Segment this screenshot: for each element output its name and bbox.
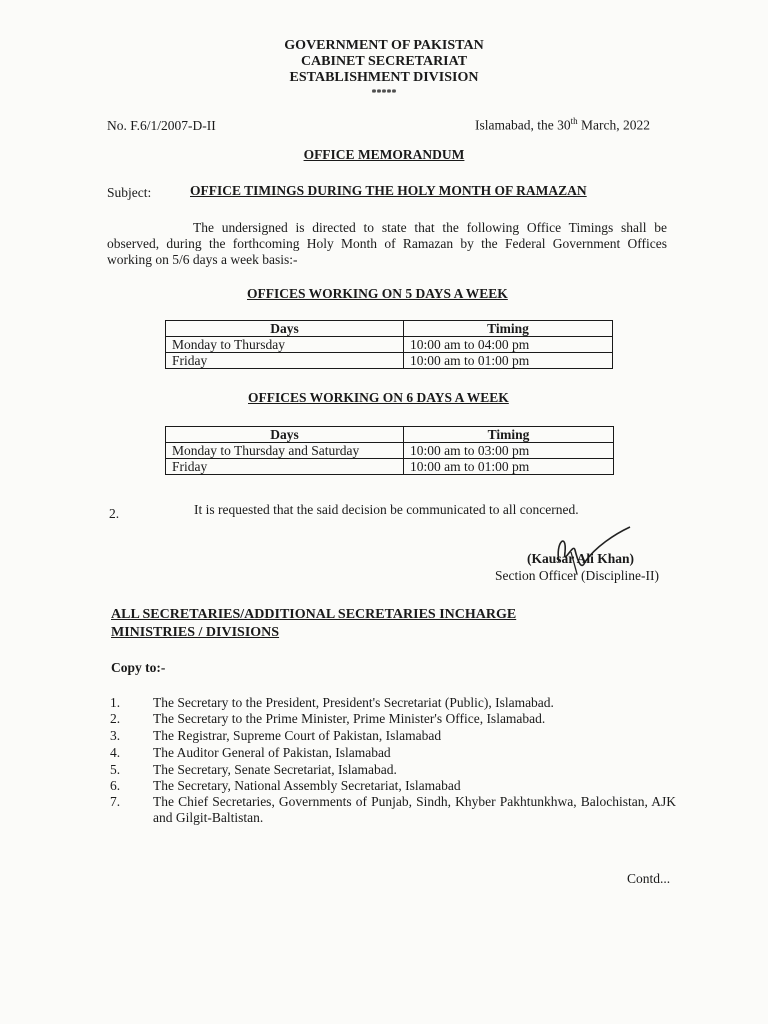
cell-days: Monday to Thursday and Saturday [166,443,404,459]
subject-label: Subject: [107,185,152,200]
header-timing: Timing [404,427,614,443]
cell-timing: 10:00 am to 04:00 pm [404,337,613,353]
header-division: ESTABLISHMENT DIVISION [289,70,479,85]
table-row [166,353,613,369]
copy-to-label: Copy to:- [111,660,166,675]
header-days: Days [166,427,404,443]
subject-text: OFFICE TIMINGS DURING THE HOLY MONTH OF RAMAZAN [190,183,587,198]
table-header-row [166,321,613,337]
header-timing: Timing [404,321,613,337]
cell-days: Friday [166,353,404,369]
table-row [166,337,613,353]
header-cabinet: CABINET SECRETARIAT [300,54,468,69]
header-stars: ***** [371,88,397,99]
table5-title: OFFICES WORKING ON 5 DAYS A WEEK [247,286,508,301]
memo-date: Islamabad, the 30th March, 2022 [475,116,650,133]
table-row [166,443,614,459]
cell-timing: 10:00 am to 01:00 pm [404,459,614,475]
table-row [166,459,614,475]
header-days: Days [166,321,404,337]
table-6-days [165,426,614,475]
paragraph-2-number: 2. [109,506,120,521]
signatory-name: (Kausar Ali Khan) [527,551,635,566]
addressee-line-1: ALL SECRETARIES/ADDITIONAL SECRETARIES INCHARGE [111,607,517,622]
table-header-row [166,427,614,443]
header-government: GOVERNMENT OF PAKISTAN [284,38,484,53]
cell-timing: 10:00 am to 03:00 pm [404,443,614,459]
signatory-designation: Section Officer (Discipline-II) [495,568,659,583]
cell-days: Monday to Thursday [166,337,404,353]
paragraph-2: It is requested that the said decision be communicated to all concerned. [194,502,579,517]
memo-title: OFFICE MEMORANDUM [303,147,465,162]
cell-days: Friday [166,459,404,475]
paragraph-1: The undersigned is directed to state that the following Office Timings shall be observed, during the forthcoming Holy Month of Ramazan by the Federal Government Offices working on 5/6 days a week basis:- [107,220,667,267]
cell-timing: 10:00 am to 01:00 pm [404,353,613,369]
addressee-line-2: MINISTRIES / DIVISIONS [111,625,280,640]
reference-number: No. F.6/1/2007-D-II [107,118,216,133]
table6-title: OFFICES WORKING ON 6 DAYS A WEEK [248,390,509,405]
table-5-days [165,320,613,369]
continued-note: Contd... [627,871,671,886]
